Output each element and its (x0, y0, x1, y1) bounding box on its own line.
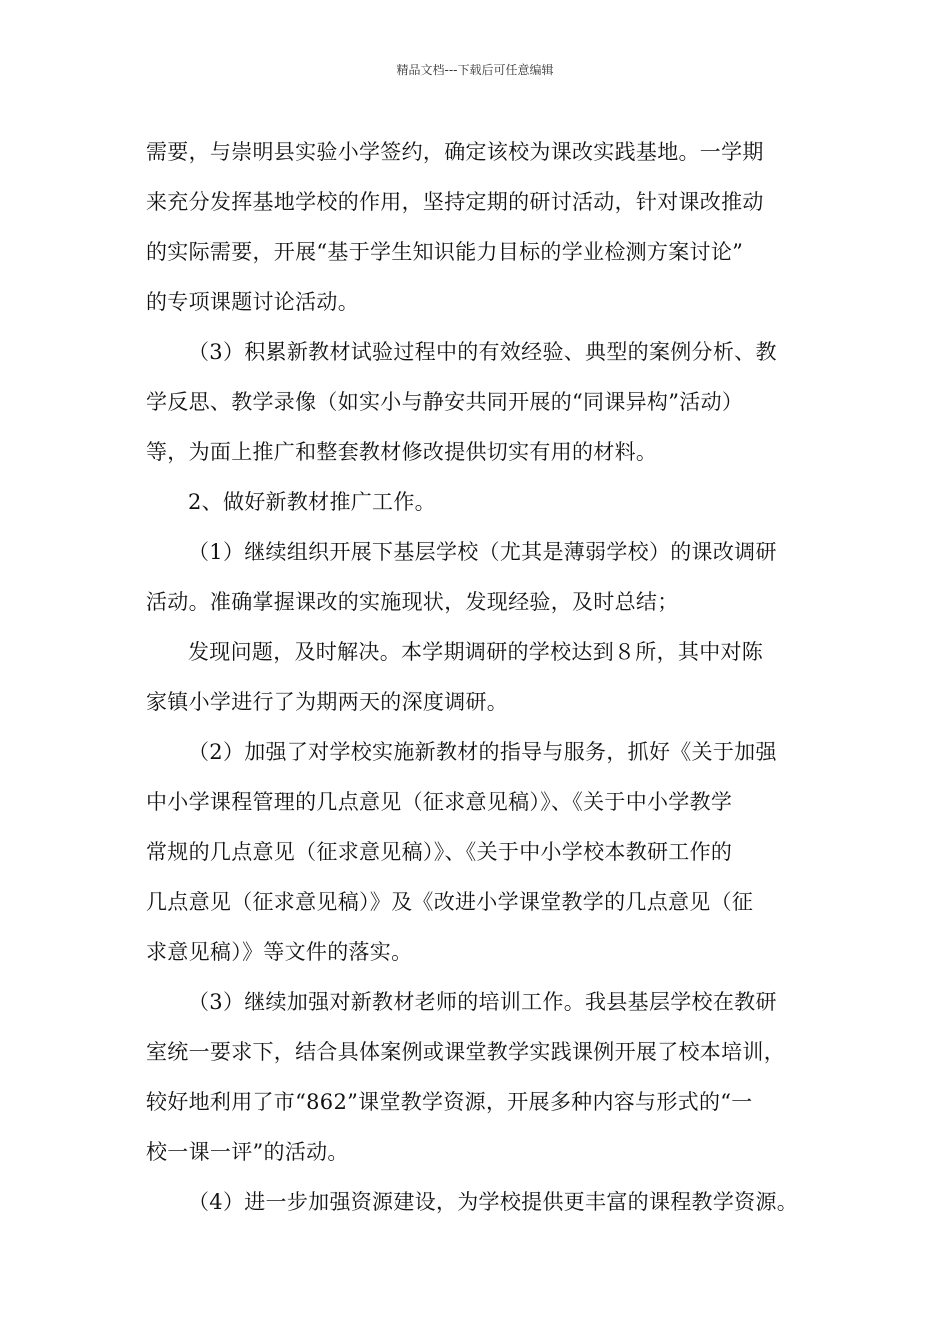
text-line: （1）继续组织开展下基层学校（尤其是薄弱学校）的课改调研 (188, 540, 777, 564)
text-line: 等，为面上推广和整套教材修改提供切实有用的材料。 (146, 440, 658, 464)
text-line: 需要，与崇明县实验小学签约，确定该校为课改实践基地。一学期 (146, 140, 764, 164)
section-heading: 2、做好新教材推广工作。 (188, 490, 436, 514)
text-line: 来充分发挥基地学校的作用，坚持定期的研讨活动，针对课改推动 (146, 190, 764, 214)
paragraph-item-2-guidance (146, 727, 826, 977)
text-line: 较好地利用了市“862”课堂教学资源，开展多种内容与形式的“一 (146, 1090, 753, 1114)
text-line: 活动。准确掌握课改的实施现状，发现经验，及时总结； (146, 590, 679, 614)
text-line: 的实际需要，开展“基于学生知识能力目标的学业检测方案讨论” (146, 240, 744, 264)
text-line: 室统一要求下，结合具体案例或课堂教学实践课例开展了校本培训， (146, 1040, 785, 1064)
text-line: 家镇小学进行了为期两天的深度调研。 (146, 690, 509, 714)
text-line: 中小学课程管理的几点意见（征求意见稿）》、《关于中小学教学 (146, 790, 733, 814)
text-line: 校一课一评”的活动。 (146, 1140, 349, 1164)
text-line: 几点意见（征求意见稿）》及《改进小学课堂教学的几点意见（征 (146, 890, 754, 914)
paragraph-item-3-training (146, 977, 826, 1177)
paragraph-section-2-heading (146, 477, 826, 527)
page-header: 精品文档---下载后可任意编辑 (396, 63, 554, 77)
paragraph-item-1-research (146, 527, 826, 627)
paragraph-intro (146, 127, 826, 327)
text-line: （3）继续加强对新教材老师的培训工作。我县基层学校在教研 (188, 990, 777, 1014)
text-line: 求意见稿）》等文件的落实。 (146, 940, 413, 964)
text-line: 常规的几点意见（征求意见稿）》、《关于中小学校本教研工作的 (146, 840, 733, 864)
paragraph-problems (146, 627, 826, 727)
paragraph-item-4-resources (146, 1177, 826, 1227)
text-line: （3）积累新教材试验过程中的有效经验、典型的案例分析、教 (188, 340, 777, 364)
text-line: 发现问题，及时解决。本学期调研的学校达到８所，其中对陈 (188, 640, 764, 664)
text-line: （2）加强了对学校实施新教材的指导与服务，抓好《关于加强 (188, 740, 777, 764)
document-body (146, 127, 826, 1227)
paragraph-item-3-materials (146, 327, 826, 477)
text-line: 学反思、教学录像（如实小与静安共同开展的“同课异构”活动） (146, 390, 744, 414)
text-line: 的专项课题讨论活动。 (146, 290, 359, 314)
text-line: （4）进一步加强资源建设，为学校提供更丰富的课程教学资源。 (188, 1190, 799, 1214)
